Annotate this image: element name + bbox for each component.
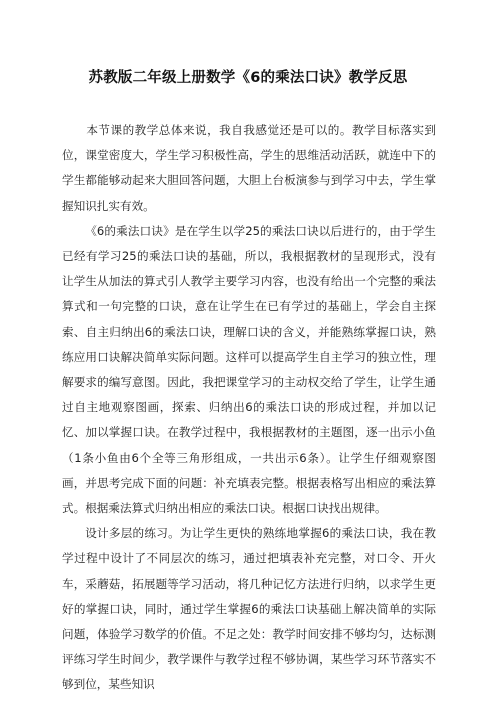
document-body xyxy=(62,118,436,698)
paragraph-overview: 本节课的教学总体来说，我自我感觉还是可以的。教学目标落实到位，课堂密度大，学生学习积极性高，学生的思维活动活跃，就连中下的学生都能够动起来大胆回答问题，大胆上台板演参与到学习中去，学生掌握知识扎实有效。 xyxy=(62,123,436,213)
paragraph-design: 《6的乘法口诀》是在学生以学25的乘法口诀以后进行的，由于学生已经有学习25的乘法口诀的基础，所以，我根据教材的呈现形式，没有让学生从加法的算式引人教学主要学习内容，也没有给出一个完整的乘法算式和一句完整的口诀，意在让学生在已有学过的基础上，学会自主探索、自主归纳出6的乘法口诀，理解口诀的含义，并能熟练掌握口诀，熟练应用口诀解决简单实际问题。这样可以提高学生自主学习的独立性，理解要求的编写意图。因此，我把课堂学习的主动权交给了学生，让学生通过自主地观察图画，探索、归纳出6的乘法口诀的形成过程，并加以记忆、加以掌握口诀。在教学过程中，我根据教材的主题图，逐一出示小鱼（1条小鱼由6个全等三角形组成，一共出示6条）。让学生仔细观察图画，并思考完成下面的问题：补充填表完整。根据表格写出相应的乘法算式。根据乘法算式归纳出相应的乘法口诀。根据口诀找出规律。 xyxy=(62,223,436,516)
paragraph-exercises: 设计多层的练习。为让学生更快的熟练地掌握6的乘法口诀，我在教学过程中设计了不同层次的练习，通过把填表补充完整，对口令、开火车，采蘑菇，拓展题等学习活动，将几种记忆方法进行归纳，以求学生更好的掌握口诀，同时，通过学生掌握6的乘法口诀基础上解决简单的实际问题，体验学习数学的价值。不足之处：教学时间安排不够均匀，达标测评练习学生时间少，教学课件与教学过程不够协调，某些学习环节落实不够到位，某些知识 xyxy=(62,526,436,692)
document-title: 苏教版二年级上册数学《6的乘法口诀》教学反思 xyxy=(88,70,408,86)
